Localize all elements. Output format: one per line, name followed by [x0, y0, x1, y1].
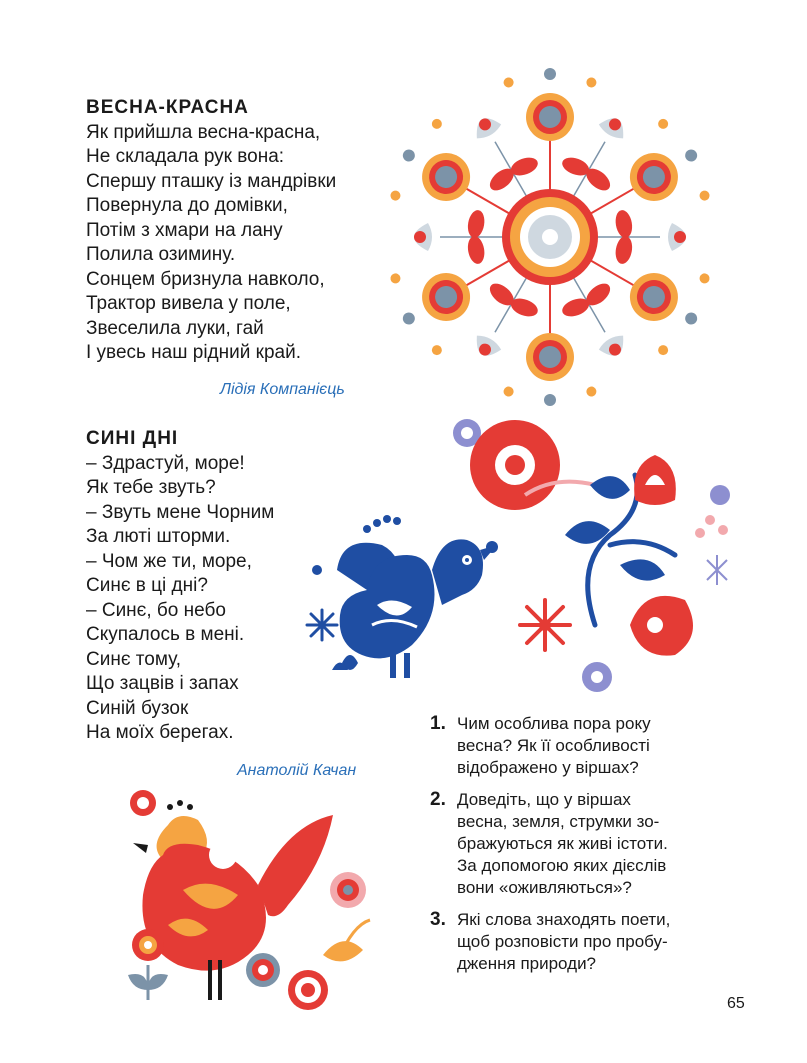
poem-vesna-krasna [86, 96, 336, 366]
poem-line: Синій бузок [86, 697, 189, 719]
question-line: відображено у віршах? [457, 758, 639, 777]
poem-line: Сонцем бризнула навколо, [86, 268, 325, 290]
question-line: дження природи? [457, 954, 597, 973]
poem-syni-dni [86, 427, 274, 746]
poem-line: Як прийшла весна-красна, [86, 121, 321, 143]
folk-mandala-illustration [380, 62, 720, 412]
question-line: Які слова знаходять поети, [457, 910, 671, 929]
page-number: 65 [727, 995, 745, 1012]
poem-line: На моїх берегах. [86, 722, 234, 743]
poem-title: ВЕСНА-КРАСНА [86, 97, 249, 118]
poem-line: Синє в ці дні? [86, 575, 208, 596]
questions-list [430, 713, 730, 985]
poem-line: Трактор вивела у поле, [86, 293, 291, 314]
poem-line: Спершу пташку із мандрівки [86, 170, 337, 192]
question-line: вони «оживляються»? [457, 878, 632, 897]
red-bird-illustration [108, 785, 378, 1020]
question-line: щоб розповісти про пробу- [457, 932, 668, 951]
poem-line: За люті шторми. [86, 526, 231, 547]
poem-line: Не складала рук вона: [86, 146, 285, 167]
poem2-author: Анатолій Качан [237, 762, 357, 779]
poem-line: І увесь наш рідний край. [86, 342, 301, 363]
question-item [430, 713, 730, 779]
question-item [430, 789, 730, 899]
question-number: 2. [430, 789, 446, 810]
poem-line: Потім з хмари на лану [86, 219, 283, 241]
poem-line: – Звуть мене Чорним [86, 501, 275, 523]
poem-line: Повернула до домівки, [86, 195, 288, 216]
flowers-cluster-illustration [445, 415, 735, 705]
question-line: весна, земля, струмки зо- [457, 812, 660, 831]
question-line: Чим особлива пора року [457, 714, 651, 733]
question-line: За допомогою яких дієслів [457, 856, 667, 875]
question-line: Доведіть, що у віршах [457, 790, 631, 809]
poem-line: Що зацвів і запах [86, 673, 239, 694]
question-line: весна? Як її особливості [457, 736, 650, 755]
poem-line: Скупалось в мені. [86, 624, 245, 645]
poem-line: – Синє, бо небо [86, 599, 226, 621]
poem-line: Звеселила луки, гай [86, 317, 264, 339]
poem-line: Як тебе звуть? [86, 477, 216, 498]
question-line: бражуються як живі істоти. [457, 834, 668, 853]
poem1-author: Лідія Компанієць [220, 381, 345, 398]
poem-line: – Чом же ти, море, [86, 550, 252, 572]
poem-line: Полила озимину. [86, 244, 236, 265]
question-number: 3. [430, 909, 446, 930]
poem-title: СИНІ ДНІ [86, 428, 179, 449]
poem-line: Синє тому, [86, 648, 182, 670]
question-item [430, 909, 730, 975]
poem-line: – Здрастуй, море! [86, 452, 245, 474]
question-number: 1. [430, 713, 446, 734]
